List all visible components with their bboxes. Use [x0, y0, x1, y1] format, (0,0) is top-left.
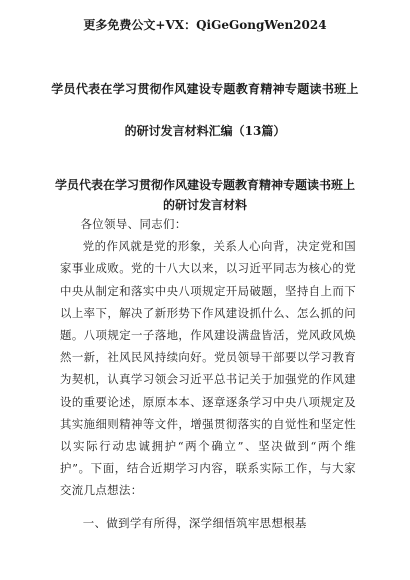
article-title-line-2: 的研讨发言材料 — [162, 198, 247, 212]
document-body — [60, 213, 356, 534]
article-title-line-1: 学员代表在学习贯彻作风建设专题教育精神专题读书班上 — [54, 178, 355, 192]
collection-title-line-1: 学员代表在学习贯彻作风建设专题教育精神专题读书班上 — [51, 82, 359, 96]
document-header: 更多免费公文+VX：QiGeGongWen2024 — [83, 18, 327, 32]
body-paragraph: 党的作风就是党的形象，关系人心向背，决定党和国家事业成败。党的十八大以来，以习近平同志为核心的党中央从制定和落实中央八项规定开局破题，坚持自上而下以上率下，解决了新形势下作风建设抓什么、怎么抓的问题。八项规定一子落地，作风建设满盘皆活，党风政风焕然一新，社风民风持续向好。党员领导干部要以学习教育为契机，认真学习领会习近平总书记关于加强党的作风建设的重要论述，原原本本、逐章逐条学习中央八项规定及其实施细则精神等文件，增强贯彻落实的自觉性和坚定性以实际行动忠诚拥护“两个确立”、坚决做到“两个维护”。下面，结合近期学习内容，联系实际工作，与大家交流几点想法： — [60, 239, 356, 498]
collection-title-line-2: 的研讨发言材料汇编（13篇） — [124, 124, 286, 138]
section-heading: 一、做到学有所得，深学细悟筑牢思想根基 — [82, 515, 307, 530]
salutation: 各位领导、同志们： — [80, 217, 187, 231]
